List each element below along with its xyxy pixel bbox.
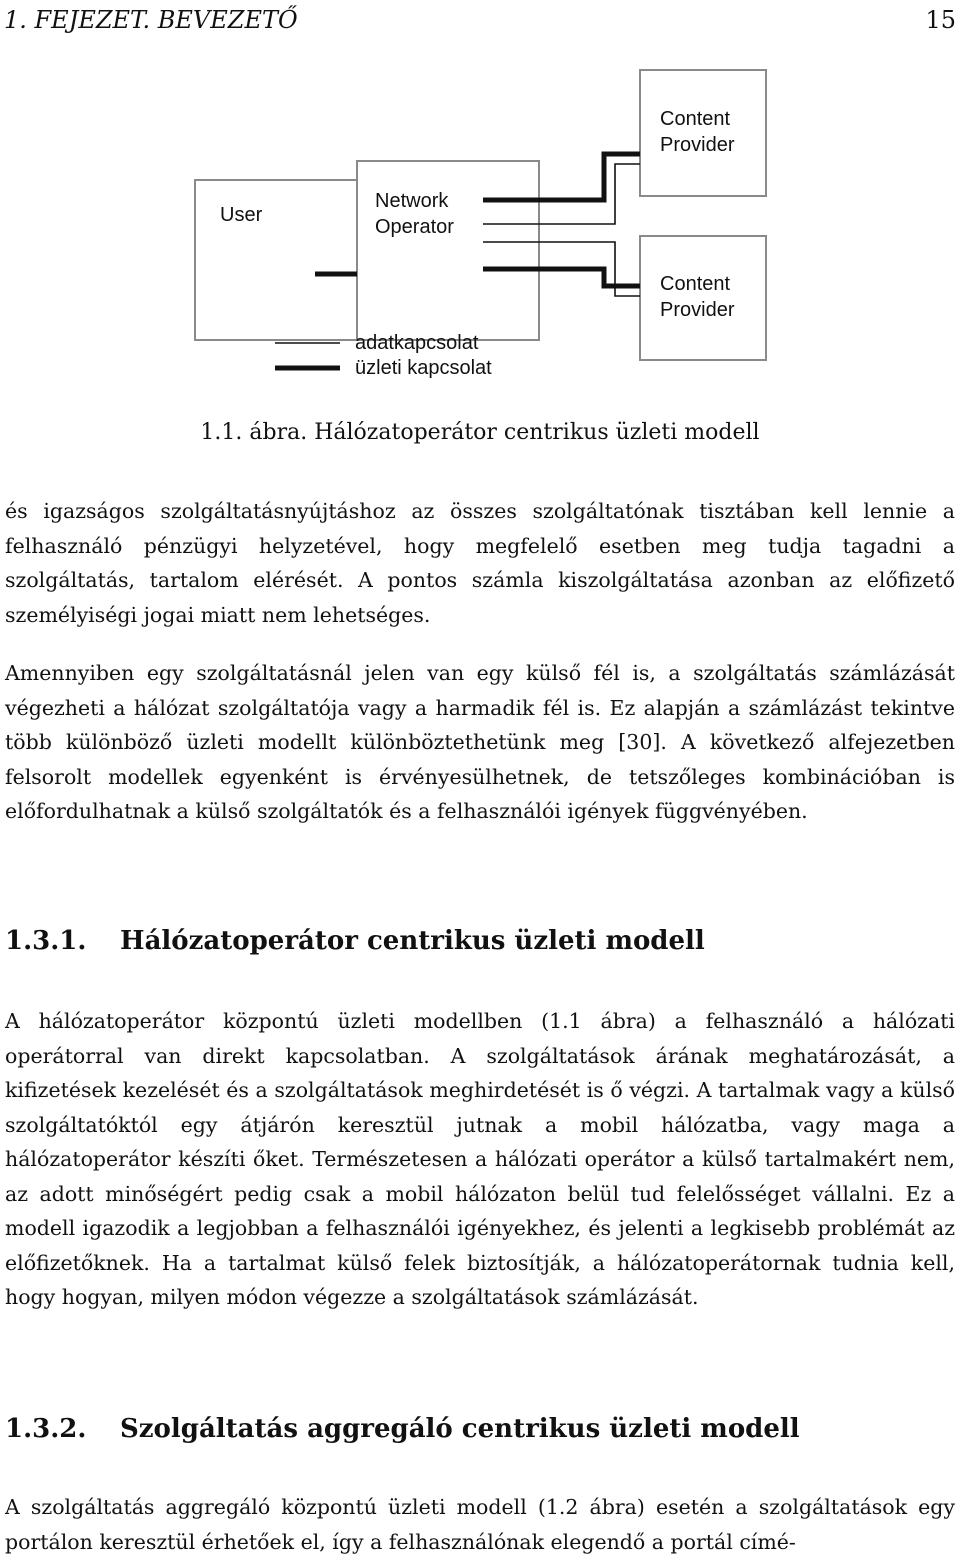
paragraph-3: A hálózatoperátor központú üzleti modellben (1.1 ábra) a felhasználó a hálózati operátorral van direkt kapcsolatban. A szolgáltatások árának meghatározását, a kifizetések kezelését és a szolgáltatások meghirdetését is ő végzi. A tartalmak vagy a külső szolgáltatóktól egy átjárón keresztül jutnak a mobil hálózatba, vagy maga a hálózatoperátor készíti őket. Természetesen a hálózati operátor a külső tartalmakért nem, az adott minőségért pedig csak a mobil hálózaton belül tud felelősséget vállalni. Ez a modell igazodik a legjobban a felhasználói igényekhez, és jelenti a legkisebb problémát az előfizetőknek. Ha a tartalmat külső felek biztosítják, a hálózatoperátornak tudnia kell, hogy hogyan, milyen módon végezze a szolgáltatások számlázását. — [5, 1009, 955, 1309]
running-header — [4, 4, 956, 40]
section-heading-1-3-2 — [5, 1414, 800, 1444]
network-operator-label: Network Operator — [375, 190, 454, 238]
content-provider-top-label: Content Provider — [660, 108, 735, 156]
paragraph-2: Amennyiben egy szolgáltatásnál jelen van egy külső fél is, a szolgáltatás számlázását végezheti a hálózat szolgáltatója vagy a harmadik fél is. Ez alapján a számlázást tekintve több különböző üzleti modellt különböztethetünk meg [30]. A következő alfejezetben felsorolt modellek egyenként is érvényesülhetnek, de tetszőleges kombinációban is előfordulhatnak a külső szolgáltatók és a felhasználói igények függvényében. — [5, 661, 955, 823]
content-provider-bottom-label: Content Provider — [660, 273, 735, 321]
section-number: 1.3.1. — [5, 926, 87, 956]
section-title: Szolgáltatás aggregáló centrikus üzleti modell — [120, 1414, 800, 1444]
section-heading-1-3-1 — [5, 926, 705, 956]
business-model-diagram — [190, 64, 780, 394]
paragraph-1: és igazságos szolgáltatásnyújtáshoz az összes szolgáltatónak tisztában kell lennie a felhasználó pénzügyi helyzetével, hogy megfelelő esetben meg tudja tagadni a szolgáltatás, tartalom elérését. A pontos számla kiszolgáltatása azonban az előfizető személyiségi jogai miatt nem lehetséges. — [5, 499, 955, 627]
section-title: Hálózatoperátor centrikus üzleti modell — [120, 926, 705, 956]
legend-business-label: üzleti kapcsolat — [355, 357, 492, 379]
legend-data-label: adatkapcsolat — [355, 332, 479, 354]
paragraph-4: A szolgáltatás aggregáló központú üzleti modell (1.2 ábra) esetén a szolgáltatások egy portálon keresztül érhetőek el, így a felhasználónak elegendő a portál címé- — [5, 1495, 955, 1554]
section-number: 1.3.2. — [5, 1414, 87, 1444]
user-label: User — [220, 204, 263, 226]
figure-caption: 1.1. ábra. Hálózatoperátor centrikus üzleti modell — [200, 420, 760, 445]
page-number: 15 — [925, 6, 956, 34]
chapter-title: 1. FEJEZET. BEVEZETŐ — [4, 6, 298, 34]
